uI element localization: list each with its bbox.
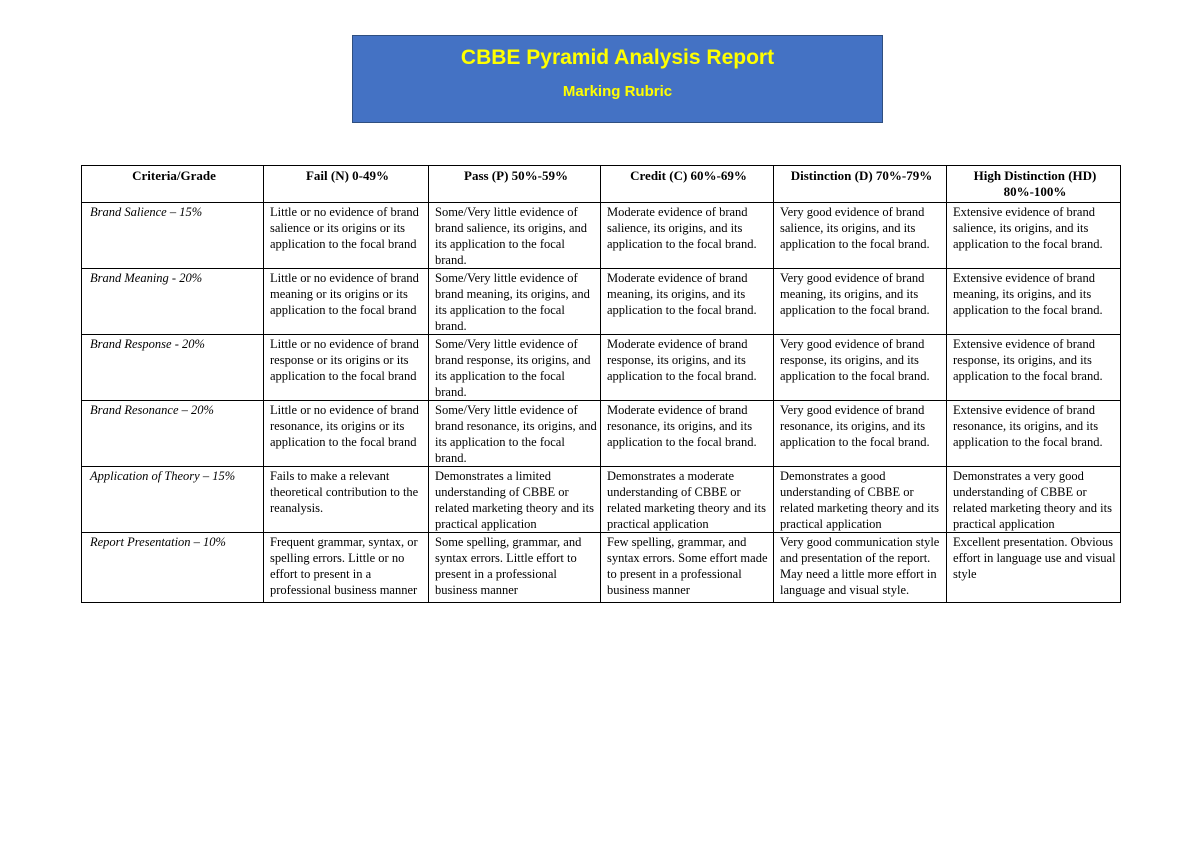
distinction-cell: Very good evidence of brand salience, its origins, and its application to the focal brand. [774,203,947,269]
table-row [82,269,1121,335]
distinction-cell: Very good evidence of brand response, its origins, and its application to the focal brand. [774,335,947,401]
table-row [82,467,1121,533]
high-distinction-cell: Extensive evidence of brand resonance, its origins, and its application to the focal brand. [947,401,1121,467]
fail-cell: Little or no evidence of brand response or its origins or its application to the focal brand [264,335,429,401]
report-title: CBBE Pyramid Analysis Report [460,46,775,69]
credit-cell: Moderate evidence of brand resonance, its origins, and its application to the focal brand. [601,401,774,467]
distinction-cell: Demonstrates a good understanding of CBBE or related marketing theory and its practical application [774,467,947,533]
fail-cell: Fails to make a relevant theoretical contribution to the reanalysis. [264,467,429,533]
report-title-banner [352,35,883,123]
credit-cell: Moderate evidence of brand response, its origins, and its application to the focal brand. [601,335,774,401]
column-header-credit: Credit (C) 60%-69% [601,166,774,203]
table-row [82,401,1121,467]
pass-cell: Demonstrates a limited understanding of CBBE or related marketing theory and its practical application [429,467,601,533]
fail-cell: Little or no evidence of brand resonance, its origins or its application to the focal brand [264,401,429,467]
credit-cell: Few spelling, grammar, and syntax errors. Some effort made to present in a professional business manner [601,533,774,603]
fail-cell: Frequent grammar, syntax, or spelling errors. Little or no effort to present in a professional business manner [264,533,429,603]
pass-cell: Some spelling, grammar, and syntax errors. Little effort to present in a professional business manner [429,533,601,603]
column-header-criteria: Criteria/Grade [82,166,264,203]
criterion-cell: Report Presentation – 10% [82,533,264,603]
criterion-cell: Application of Theory – 15% [82,467,264,533]
fail-cell: Little or no evidence of brand salience or its origins or its application to the focal brand [264,203,429,269]
column-header-pass: Pass (P) 50%-59% [429,166,601,203]
column-header-fail: Fail (N) 0-49% [264,166,429,203]
distinction-cell: Very good evidence of brand resonance, its origins, and its application to the focal brand. [774,401,947,467]
high-distinction-cell: Extensive evidence of brand response, its origins, and its application to the focal brand. [947,335,1121,401]
criterion-cell: Brand Meaning - 20% [82,269,264,335]
table-row [82,533,1121,603]
criterion-cell: Brand Response - 20% [82,335,264,401]
high-distinction-cell: Extensive evidence of brand salience, its origins, and its application to the focal brand. [947,203,1121,269]
column-header-high-distinction: High Distinction (HD) 80%-100% [947,166,1121,203]
high-distinction-cell: Excellent presentation. Obvious effort in language use and visual style [947,533,1121,603]
table-row [82,203,1121,269]
criterion-cell: Brand Resonance – 20% [82,401,264,467]
high-distinction-cell: Extensive evidence of brand meaning, its origins, and its application to the focal brand. [947,269,1121,335]
credit-cell: Moderate evidence of brand meaning, its origins, and its application to the focal brand. [601,269,774,335]
distinction-cell: Very good evidence of brand meaning, its origins, and its application to the focal brand. [774,269,947,335]
table-row [82,335,1121,401]
column-header-distinction: Distinction (D) 70%-79% [774,166,947,203]
criterion-cell: Brand Salience – 15% [82,203,264,269]
pass-cell: Some/Very little evidence of brand meaning, its origins, and its application to the focal brand. [429,269,601,335]
credit-cell: Moderate evidence of brand salience, its origins, and its application to the focal brand. [601,203,774,269]
pass-cell: Some/Very little evidence of brand resonance, its origins, and its application to the focal brand. [429,401,601,467]
high-distinction-cell: Demonstrates a very good understanding of CBBE or related marketing theory and its practical application [947,467,1121,533]
pass-cell: Some/Very little evidence of brand salience, its origins, and its application to the focal brand. [429,203,601,269]
credit-cell: Demonstrates a moderate understanding of CBBE or related marketing theory and its practical application [601,467,774,533]
table-header-row [82,166,1121,203]
pass-cell: Some/Very little evidence of brand response, its origins, and its application to the focal brand. [429,335,601,401]
fail-cell: Little or no evidence of brand meaning or its origins or its application to the focal brand [264,269,429,335]
marking-rubric-table [81,165,1121,603]
report-subtitle: Marking Rubric [562,83,673,100]
distinction-cell: Very good communication style and presentation of the report. May need a little more effort in language and visual style. [774,533,947,603]
